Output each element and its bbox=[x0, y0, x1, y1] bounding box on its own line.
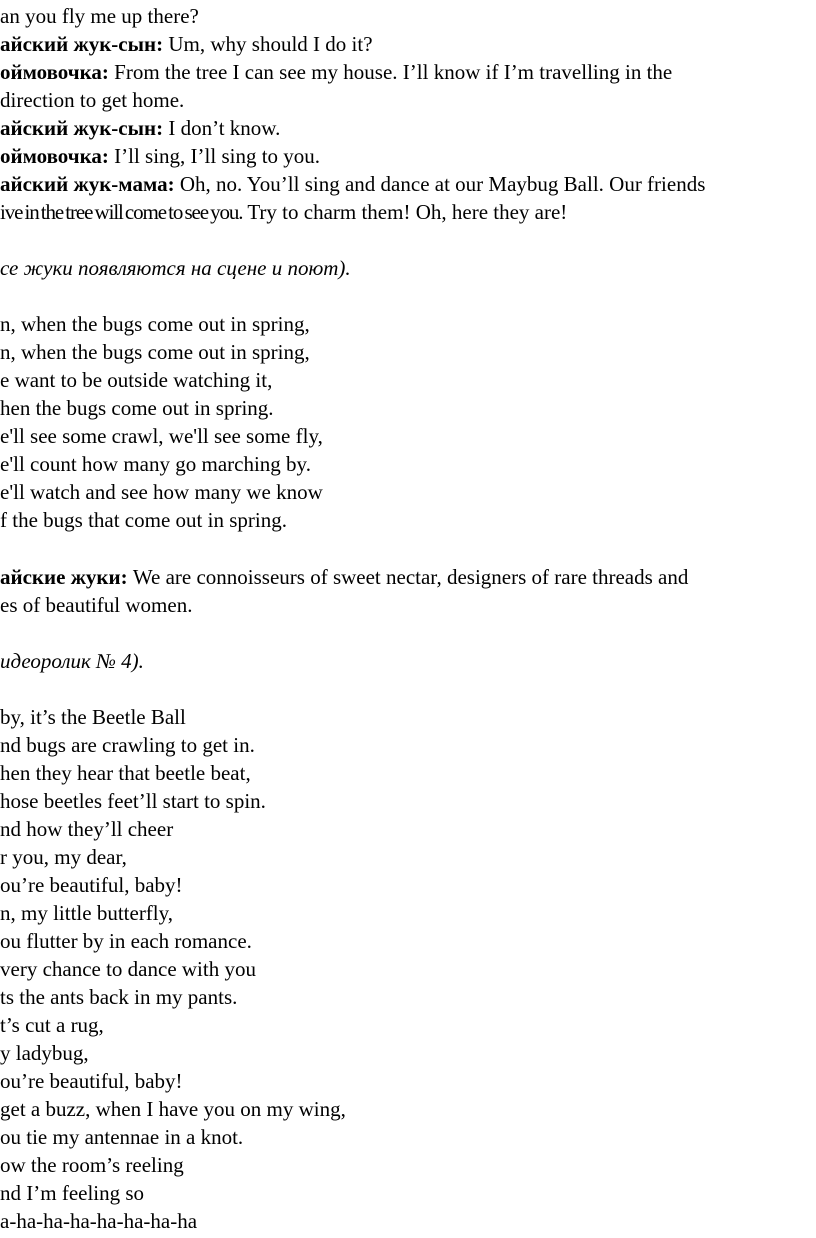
lyric-line bbox=[0, 983, 237, 1011]
lyric-text: n, when the bugs come out in spring, bbox=[0, 340, 310, 364]
lyric-line bbox=[0, 927, 252, 955]
dialogue-text: We are connoisseurs of sweet nectar, designers of rare threads and bbox=[127, 565, 689, 589]
dialogue-line bbox=[0, 114, 280, 142]
dialogue-text: Try to charm them! Oh, here they are! bbox=[242, 200, 568, 224]
lyric-line bbox=[0, 899, 173, 927]
lyric-text: nd I’m feeling so bbox=[0, 1181, 145, 1205]
lyric-line bbox=[0, 1179, 144, 1207]
lyric-line bbox=[0, 506, 287, 534]
lyric-text: r you, my dear, bbox=[0, 845, 127, 869]
lyric-text: y ladybug, bbox=[0, 1041, 89, 1065]
lyric-text: very chance to dance with you bbox=[0, 957, 256, 981]
lyric-text: ou’re beautiful, baby! bbox=[0, 1069, 183, 1093]
lyric-text: ts the ants back in my pants. bbox=[0, 985, 238, 1009]
lyric-text: hen they hear that beetle beat, bbox=[0, 761, 251, 785]
lyric-text: nd bugs are crawling to get in. bbox=[0, 733, 255, 757]
speaker-name: оймовочка: bbox=[0, 144, 109, 168]
lyric-text: hose beetles feet’ll start to spin. bbox=[0, 789, 266, 813]
lyric-line bbox=[0, 366, 272, 394]
lyric-text: get a buzz, when I have you on my wing, bbox=[0, 1097, 346, 1121]
speaker-name: айский жук-мама: bbox=[0, 172, 175, 196]
lyric-text: e want to be outside watching it, bbox=[0, 368, 273, 392]
lyric-text: e'll count how many go marching by. bbox=[0, 452, 311, 476]
dialogue-line bbox=[0, 86, 184, 114]
stage-direction bbox=[0, 647, 144, 675]
dialogue-text: I don’t know. bbox=[163, 116, 281, 140]
lyric-text: by, it’s the Beetle Ball bbox=[0, 705, 186, 729]
dialogue-text: Um, why should I do it? bbox=[163, 32, 373, 56]
lyric-line bbox=[0, 1095, 346, 1123]
lyric-line bbox=[0, 422, 323, 450]
dialogue-line bbox=[0, 198, 567, 226]
dialogue-text: From the tree I can see my house. I’ll know if I’m travelling in the bbox=[108, 60, 673, 84]
dialogue-text: direction to get home. bbox=[0, 88, 185, 112]
lyric-text: a-ha-ha-ha-ha-ha-ha-ha bbox=[0, 1209, 198, 1233]
stage-direction-text: се жуки появляются на сцене и поют). bbox=[0, 256, 351, 280]
speaker-name: айские жуки: bbox=[0, 565, 128, 589]
lyric-text: n, when the bugs come out in spring, bbox=[0, 312, 310, 336]
lyric-line bbox=[0, 1011, 104, 1039]
dialogue-line bbox=[0, 30, 373, 58]
lyric-line bbox=[0, 815, 173, 843]
lyric-line bbox=[0, 310, 310, 338]
lyric-line bbox=[0, 1067, 183, 1095]
lyric-text: ou’re beautiful, baby! bbox=[0, 873, 183, 897]
lyric-line bbox=[0, 787, 266, 815]
lyric-text: ou tie my antennae in a knot. bbox=[0, 1125, 244, 1149]
lyric-line bbox=[0, 450, 311, 478]
lyric-line bbox=[0, 1123, 243, 1151]
lyric-line bbox=[0, 843, 127, 871]
lyric-line bbox=[0, 1207, 197, 1235]
lyric-text: e'll see some crawl, we'll see some fly, bbox=[0, 424, 323, 448]
lyric-text: nd how they’ll cheer bbox=[0, 817, 174, 841]
lyric-text: f the bugs that come out in spring. bbox=[0, 508, 287, 532]
lyric-line bbox=[0, 338, 310, 366]
lyric-line bbox=[0, 478, 323, 506]
dialogue-line bbox=[0, 2, 199, 30]
lyric-line bbox=[0, 1039, 89, 1067]
dialogue-text-condensed: ive in the tree will come to see you. bbox=[0, 200, 243, 224]
lyric-text: t’s cut a rug, bbox=[0, 1013, 104, 1037]
lyric-line bbox=[0, 955, 256, 983]
lyric-line bbox=[0, 1151, 184, 1179]
dialogue-text: Oh, no. You’ll sing and dance at our Maybug Ball. Our friends bbox=[174, 172, 706, 196]
lyric-line bbox=[0, 759, 251, 787]
lyric-text: e'll watch and see how many we know bbox=[0, 480, 323, 504]
dialogue-line bbox=[0, 58, 672, 86]
dialogue-line bbox=[0, 170, 705, 198]
dialogue-line bbox=[0, 142, 320, 170]
dialogue-text: an you fly me up there? bbox=[0, 4, 199, 28]
lyric-line bbox=[0, 703, 186, 731]
speaker-name: айский жук-сын: bbox=[0, 116, 164, 140]
stage-direction-text: идеоролик № 4). bbox=[0, 649, 144, 673]
lyric-text: ou flutter by in each romance. bbox=[0, 929, 252, 953]
lyric-text: ow the room’s reeling bbox=[0, 1153, 184, 1177]
lyric-text: hen the bugs come out in spring. bbox=[0, 396, 274, 420]
speaker-name: айский жук-сын: bbox=[0, 32, 164, 56]
dialogue-line bbox=[0, 591, 192, 619]
dialogue-text: I’ll sing, I’ll sing to you. bbox=[108, 144, 321, 168]
lyric-line bbox=[0, 731, 255, 759]
speaker-name: оймовочка: bbox=[0, 60, 109, 84]
lyric-line bbox=[0, 871, 183, 899]
stage-direction bbox=[0, 254, 351, 282]
dialogue-text: es of beautiful women. bbox=[0, 593, 193, 617]
lyric-text: n, my little butterfly, bbox=[0, 901, 174, 925]
lyric-line bbox=[0, 394, 274, 422]
dialogue-line bbox=[0, 563, 688, 591]
